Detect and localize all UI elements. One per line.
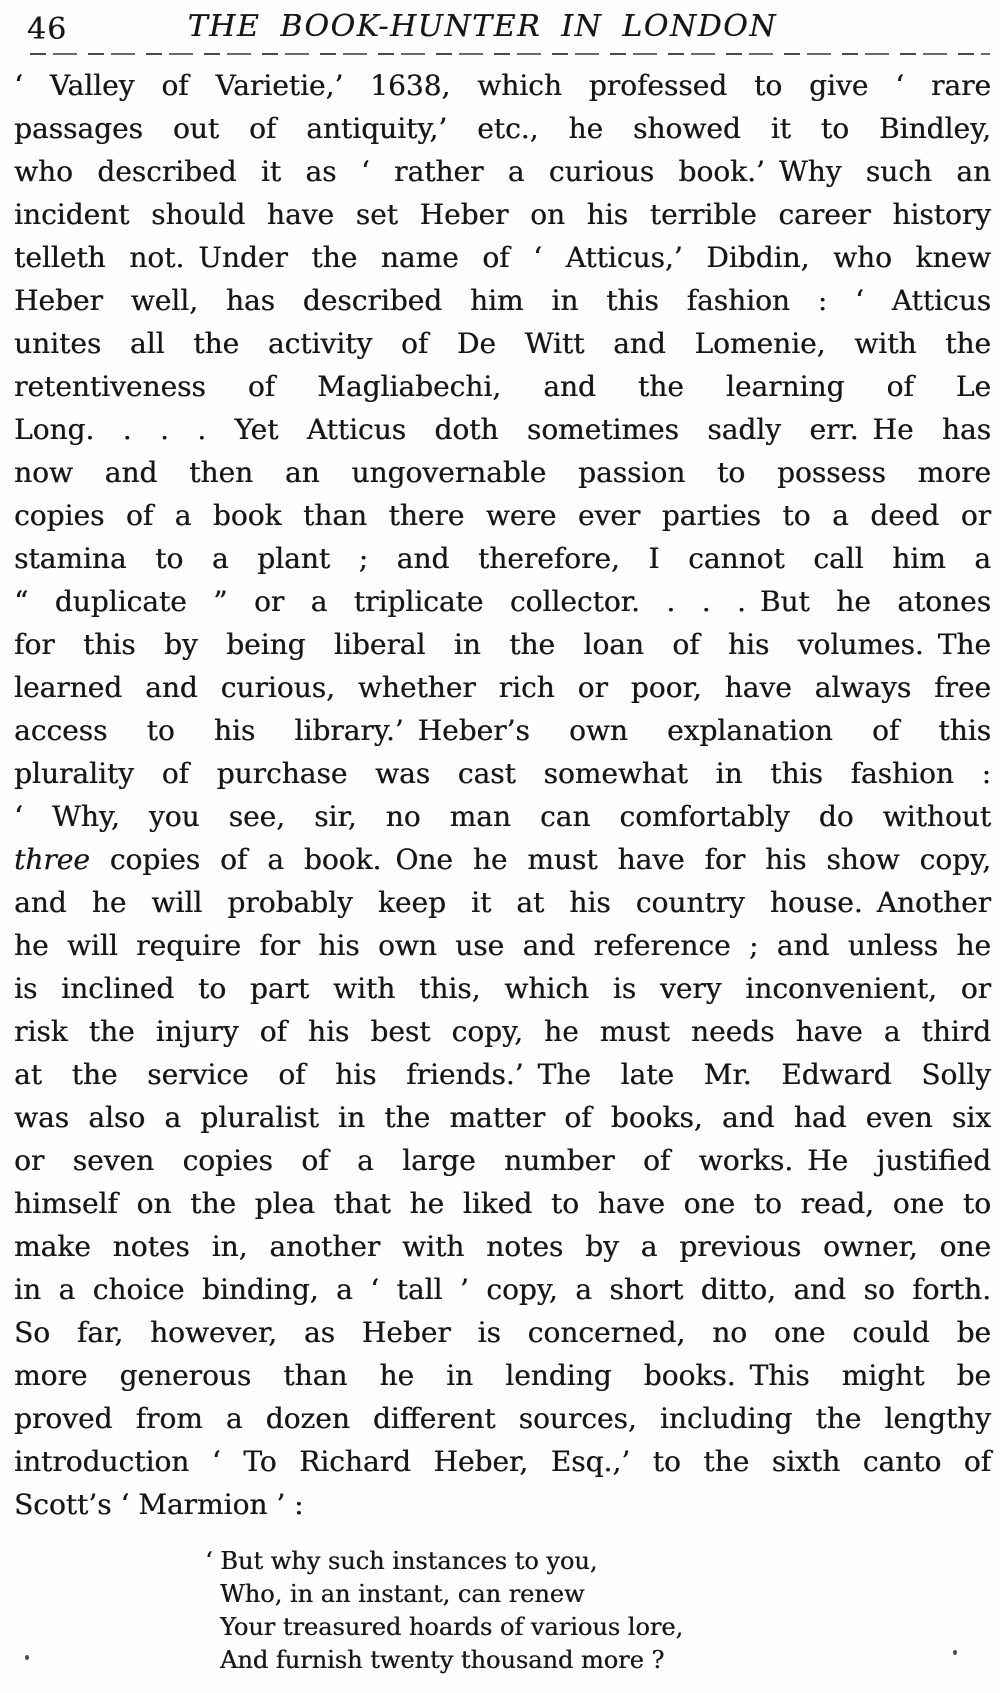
text-line: proved from a dozen different sources, including the lengthy: [14, 1402, 991, 1435]
text-line: risk the injury of his best copy, he must needs have a third: [14, 1015, 991, 1048]
text-line: for this by being liberal in the loan of his volumes. The: [14, 628, 991, 661]
text-line: now and then an ungovernable passion to possess more: [14, 456, 991, 489]
text-line: ‘ Valley of Varietie,’ 1638, which professed to give ‘ rare: [14, 69, 991, 102]
text-line: in a choice binding, a ‘ tall ’ copy, a short ditto, and so forth.: [14, 1273, 991, 1306]
text-line: retentiveness of Magliabechi, and the learning of Le: [14, 370, 991, 403]
text-line: was also a pluralist in the matter of books, and had even six: [14, 1101, 991, 1134]
text-line: passages out of antiquity,’ etc., he showed it to Bindley,: [14, 112, 991, 145]
text-line: plurality of purchase was cast somewhat in this fashion :: [14, 757, 991, 790]
verse-line: Your treasured hoards of various lore,: [220, 1613, 684, 1641]
running-title: THE BOOK-HUNTER IN LONDON: [187, 9, 777, 44]
text-line: unites all the activity of De Witt and Lomenie, with the: [14, 327, 991, 360]
scan-speck: [953, 1650, 957, 1655]
verse-line: Who, in an instant, can renew: [220, 1580, 585, 1608]
text-line: he will require for his own use and reference ; and unless he: [14, 929, 991, 962]
text-line: or seven copies of a large number of works. He justified: [14, 1144, 991, 1177]
text-line: three copies of a book. One he must have for his show copy,: [14, 843, 991, 876]
text-line: Heber well, has described him in this fashion : ‘ Atticus: [14, 284, 991, 317]
text-line: at the service of his friends.’ The late Mr. Edward Solly: [14, 1058, 991, 1091]
text-line: incident should have set Heber on his terrible career history: [14, 198, 991, 231]
verse-line: ‘ But why such instances to you,: [205, 1547, 598, 1575]
text-line: Scott’s ‘ Marmion ’ :: [14, 1488, 304, 1521]
text-line: more generous than he in lending books. This might be: [14, 1359, 991, 1392]
text-line: himself on the plea that he liked to have one to read, one to: [14, 1187, 991, 1220]
body-text: [14, 64, 991, 1526]
verse-line: And furnish twenty thousand more ?: [220, 1646, 665, 1674]
text-line: telleth not. Under the name of ‘ Atticus,’ Dibdin, who knew: [14, 241, 991, 274]
scan-speck: [25, 1655, 29, 1660]
text-line: introduction ‘ To Richard Heber, Esq.,’ to the sixth canto of: [14, 1445, 991, 1478]
text-line: make notes in, another with notes by a previous owner, one: [14, 1230, 991, 1263]
text-line: who described it as ‘ rather a curious book.’ Why such an: [14, 155, 991, 188]
text-line: “ duplicate ” or a triplicate collector. . . . But he atones: [14, 585, 991, 618]
verse-block: [205, 1545, 684, 1677]
text-line: is inclined to part with this, which is very inconvenient, or: [14, 972, 991, 1005]
text-line: access to his library.’ Heber’s own explanation of this: [14, 714, 991, 747]
header-rule: [30, 53, 990, 55]
text-line: stamina to a plant ; and therefore, I cannot call him a: [14, 542, 991, 575]
running-head: [0, 6, 1000, 46]
text-line: Long. . . . Yet Atticus doth sometimes sadly err. He has: [14, 413, 991, 446]
text-line: ‘ Why, you see, sir, no man can comfortably do without: [14, 800, 991, 833]
page-number: 46: [27, 12, 68, 47]
text-line: and he will probably keep it at his country house. Another: [14, 886, 991, 919]
text-line: copies of a book than there were ever parties to a deed or: [14, 499, 991, 532]
text-line: learned and curious, whether rich or poor, have always free: [14, 671, 991, 704]
text-line: So far, however, as Heber is concerned, no one could be: [14, 1316, 991, 1349]
